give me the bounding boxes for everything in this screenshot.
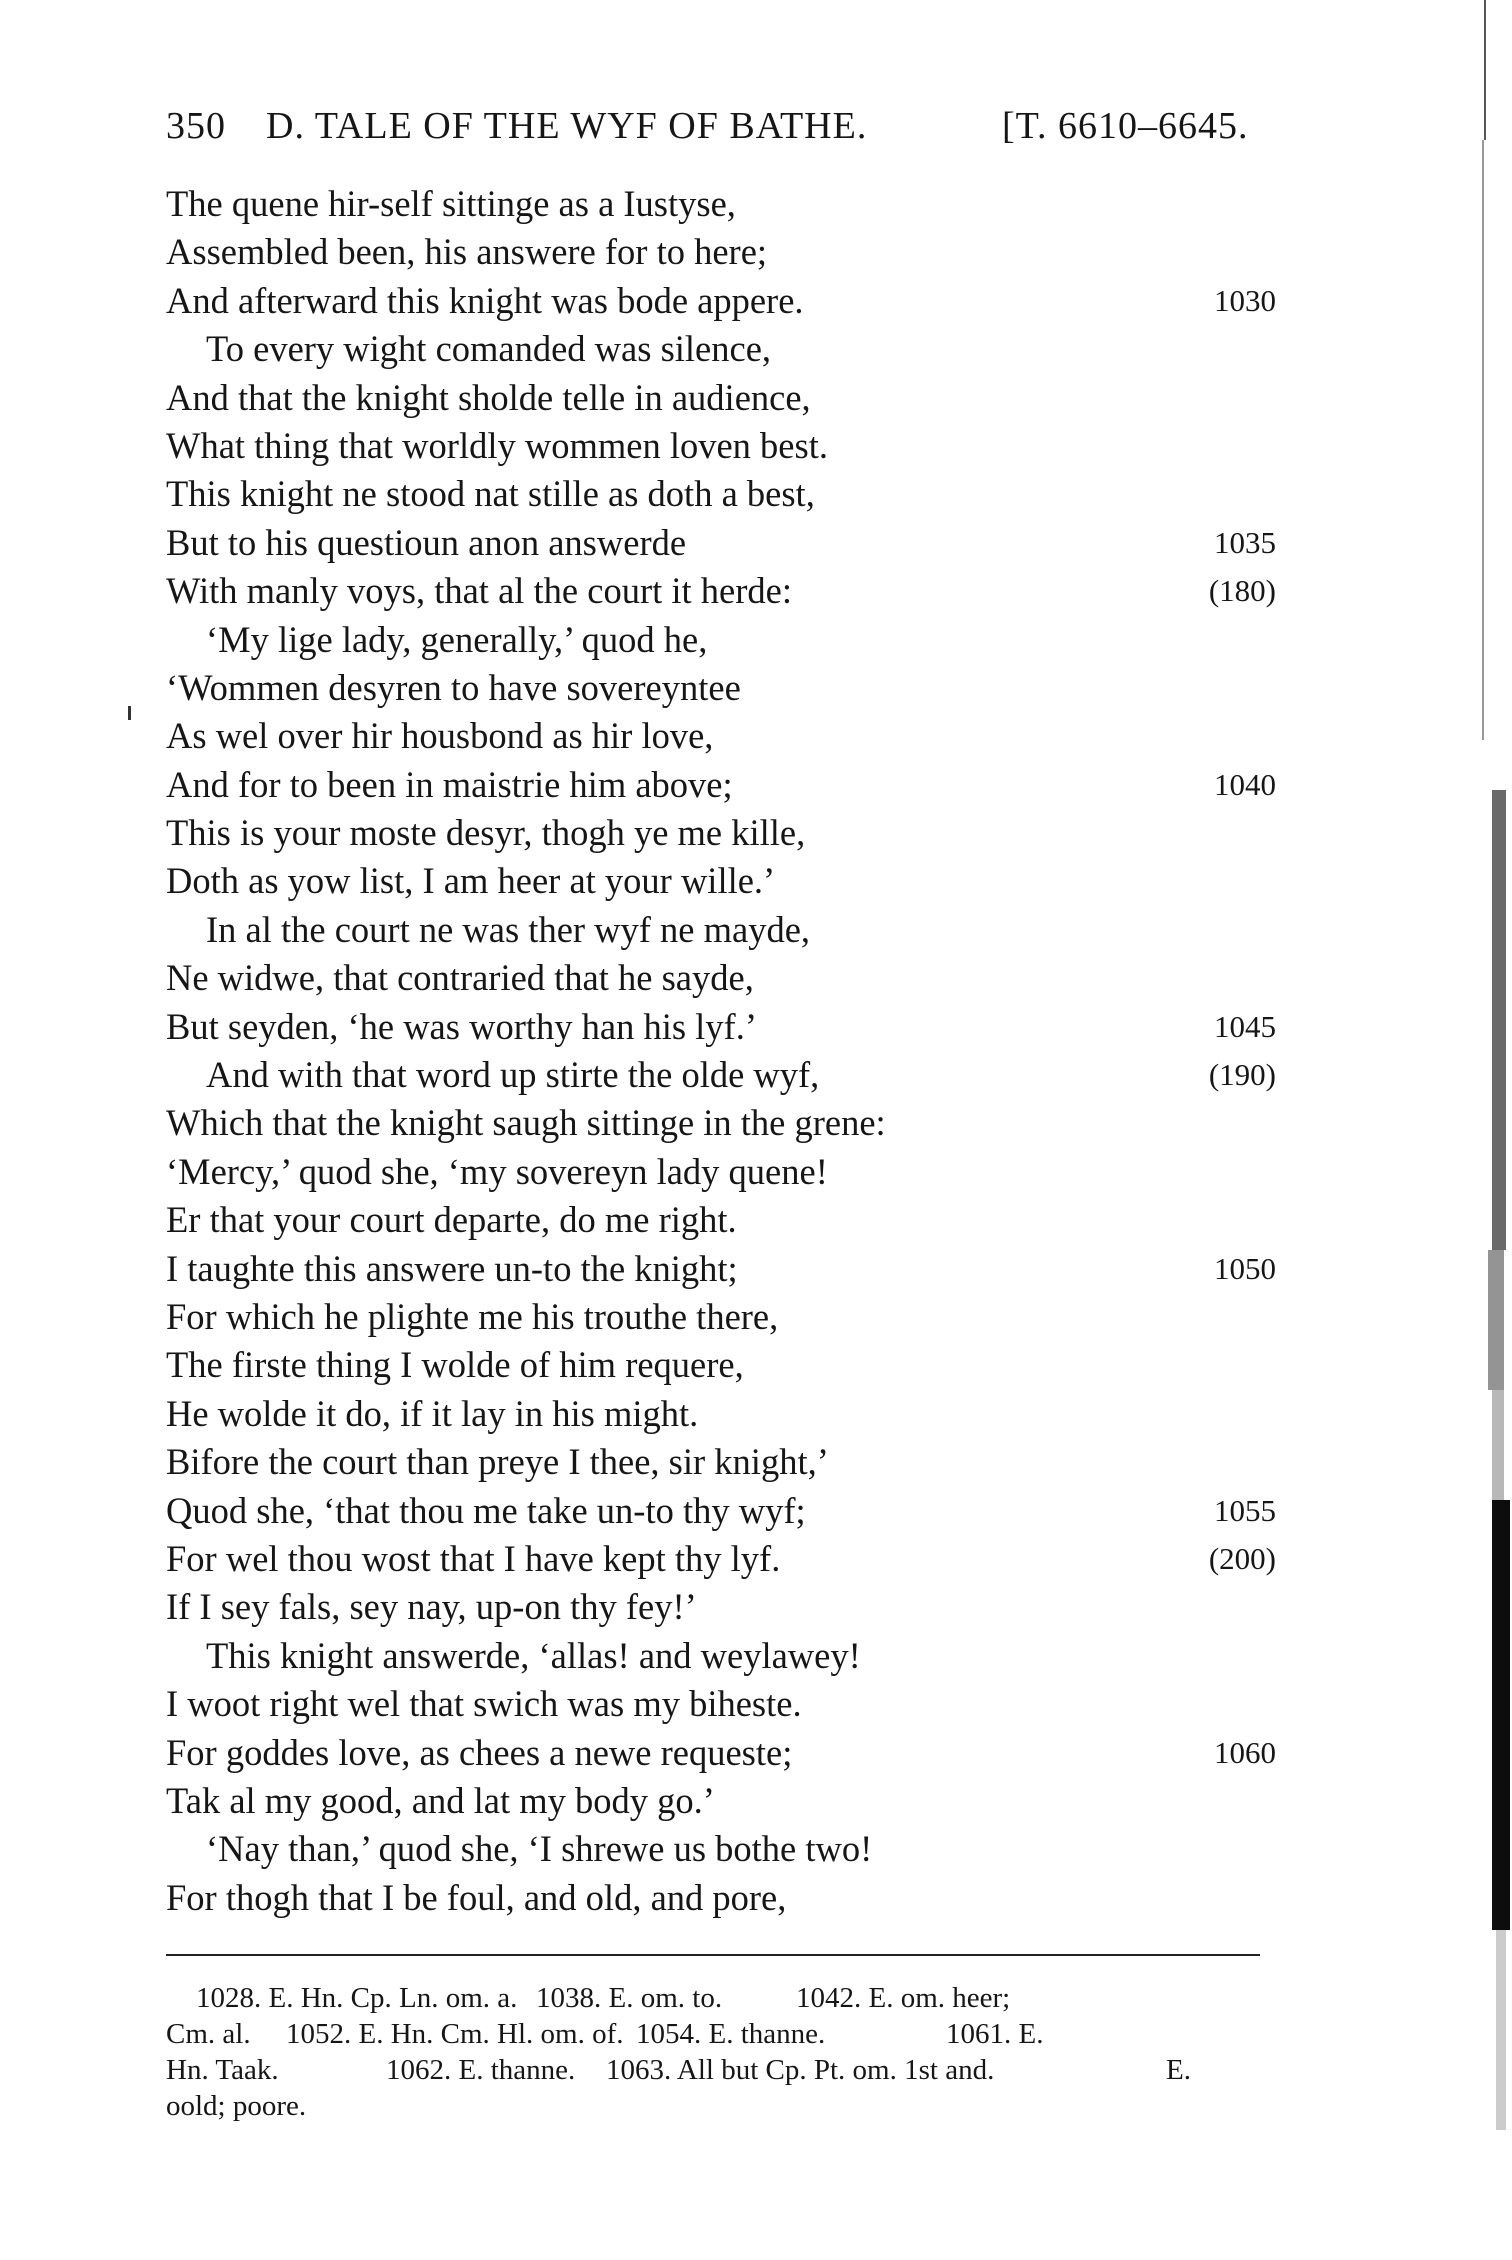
- verse-text: I woot right wel that swich was my biheste.: [166, 1683, 802, 1725]
- verse-line: [166, 1341, 1276, 1389]
- line-reference: [T. 6610–6645.: [1002, 105, 1249, 147]
- verse-text: Er that your court departe, do me right.: [166, 1199, 737, 1241]
- verse-text: I taughte this answere un-to the knight;: [166, 1247, 738, 1289]
- footnote-entry: 1063. All but Cp. Pt. om. 1st and.: [606, 2054, 995, 2086]
- line-number: 1045: [1214, 1008, 1276, 1044]
- verse-line: [166, 1825, 1276, 1873]
- line-number: 1035: [1214, 524, 1276, 560]
- verse-line: [166, 1148, 1276, 1196]
- verse-line: [166, 809, 1276, 857]
- verse-text: ‘My lige lady, generally,’ quod he,: [206, 618, 708, 660]
- footnote-entry: 1038. E. om. to.: [536, 1982, 723, 2014]
- verse-line: [166, 567, 1276, 615]
- verse-text: ‘Wommen desyren to have sovereyntee: [166, 666, 741, 708]
- verse-text: This is your moste desyr, thogh ye me kille,: [166, 812, 806, 854]
- verse-text: As wel over hir housbond as hir love,: [166, 715, 714, 757]
- verse-text: For thogh that I be foul, and old, and pore,: [166, 1876, 787, 1918]
- verse-line: [166, 954, 1276, 1002]
- verse-line: [166, 228, 1276, 276]
- line-number: 1030: [1214, 282, 1276, 318]
- footnote-line: [166, 2016, 1270, 2052]
- verse-text: For goddes love, as chees a newe requeste;: [166, 1731, 793, 1773]
- verse-line: [166, 712, 1276, 760]
- verse-line: [166, 1487, 1276, 1535]
- verse-text: With manly voys, that al the court it herde:: [166, 570, 792, 612]
- verse-line: [166, 1680, 1276, 1728]
- verse-line: [166, 1777, 1276, 1825]
- line-number: 1060: [1214, 1734, 1276, 1770]
- line-number: 1050: [1214, 1250, 1276, 1286]
- footnote-entry: Cm. al.: [166, 2018, 251, 2050]
- footnote-line: [166, 2088, 1270, 2124]
- verse-text: If I sey fals, sey nay, up-on thy fey!’: [166, 1586, 697, 1628]
- line-number: (190): [1208, 1057, 1276, 1093]
- line-number: 1040: [1214, 766, 1276, 802]
- verse-line: [166, 1099, 1276, 1147]
- footnote-entry: 1054. E. thanne.: [636, 2018, 826, 2050]
- verse-line: [166, 1632, 1276, 1680]
- verse-text: Doth as yow list, I am heer at your wille.’: [166, 860, 776, 902]
- verse-line: [166, 1293, 1276, 1341]
- verse-line: [166, 761, 1276, 809]
- verse-text: This knight answerde, ‘allas! and weylawey!: [206, 1634, 861, 1676]
- verse-line: [166, 906, 1276, 954]
- footnote-entry: E.: [1166, 2054, 1191, 2086]
- verse-text: But seyden, ‘he was worthy han his lyf.’: [166, 1005, 757, 1047]
- footnote-entry: 1052. E. Hn. Cm. Hl. om. of.: [286, 2018, 624, 2050]
- verse-line: [166, 325, 1276, 373]
- verse-line: [166, 277, 1276, 325]
- verse-text: And for to been in maistrie him above;: [166, 763, 733, 805]
- running-title: D. TALE OF THE WYF OF BATHE.: [266, 105, 868, 147]
- verse-text: Which that the knight saugh sittinge in the grene:: [166, 1102, 886, 1144]
- verse-text: Bifore the court than preye I thee, sir knight,’: [166, 1441, 829, 1483]
- verse-text: This knight ne stood nat stille as doth a best,: [166, 473, 815, 515]
- page-header: [166, 96, 1276, 156]
- line-number: 1055: [1214, 1492, 1276, 1528]
- verse-line: [166, 1003, 1276, 1051]
- footnote-entry: Hn. Taak.: [166, 2054, 279, 2086]
- verse-text: The firste thing I wolde of him requere,: [166, 1344, 744, 1386]
- page-number: 350: [166, 105, 226, 147]
- verse-text: For wel thou wost that I have kept thy lyf.: [166, 1537, 781, 1579]
- verse-text: ‘Mercy,’ quod she, ‘my sovereyn lady quene!: [166, 1150, 828, 1192]
- verse-text: And with that word up stirte the olde wyf,: [206, 1054, 820, 1096]
- verse-text: Ne widwe, that contraried that he sayde,: [166, 957, 754, 999]
- verse-line: [166, 1874, 1276, 1922]
- line-number: (180): [1208, 573, 1276, 609]
- verse-line: [166, 1390, 1276, 1438]
- footnote-entry: 1028. E. Hn. Cp. Ln. om. a.: [196, 1982, 518, 2014]
- verse-line: [166, 374, 1276, 422]
- verse-line: [166, 1583, 1276, 1631]
- verse-text: Assembled been, his answere for to here;: [166, 231, 768, 273]
- footnote-entry: 1061. E.: [946, 2018, 1044, 2050]
- verse-line: [166, 1245, 1276, 1293]
- verse-line: [166, 519, 1276, 567]
- verse-text: ‘Nay than,’ quod she, ‘I shrewe us bothe two!: [206, 1828, 873, 1870]
- verse-text: But to his questioun anon answerde: [166, 521, 687, 563]
- verse-line: [166, 857, 1276, 905]
- footnote-entry: 1062. E. thanne.: [386, 2054, 576, 2086]
- verse-line: [166, 1196, 1276, 1244]
- verse-line: [166, 470, 1276, 518]
- footnotes: [166, 1980, 1270, 2124]
- verse-text: And afterward this knight was bode appere.: [166, 279, 804, 321]
- verse-text: For which he plighte me his trouthe there,: [166, 1295, 779, 1337]
- footnote-line: [166, 1980, 1270, 2016]
- verse-line: [166, 1051, 1276, 1099]
- verse-body: [166, 180, 1276, 1922]
- verse-text: Quod she, ‘that thou me take un-to thy wyf;: [166, 1489, 806, 1531]
- footnote-divider: [166, 1954, 1260, 1956]
- footnote-entry: 1042. E. om. heer;: [796, 1982, 1011, 2014]
- verse-text: The quene hir-self sittinge as a Iustyse,: [166, 183, 736, 224]
- verse-text: And that the knight sholde telle in audience,: [166, 376, 811, 418]
- verse-line: [166, 180, 1276, 228]
- verse-line: [166, 616, 1276, 664]
- verse-text: To every wight comanded was silence,: [206, 328, 772, 370]
- scanned-page-edge: [1462, 0, 1512, 2260]
- scan-speck: [128, 706, 131, 720]
- verse-line: [166, 664, 1276, 712]
- verse-line: [166, 1729, 1276, 1777]
- verse-line: [166, 1438, 1276, 1486]
- footnote-line: [166, 2052, 1270, 2088]
- verse-text: Tak al my good, and lat my body go.’: [166, 1779, 715, 1821]
- verse-text: What thing that worldly wommen loven best.: [166, 424, 828, 466]
- line-number: (200): [1208, 1540, 1276, 1576]
- verse-line: [166, 1535, 1276, 1583]
- verse-line: [166, 422, 1276, 470]
- footnote-entry: oold; poore.: [166, 2090, 307, 2122]
- verse-text: In al the court ne was ther wyf ne mayde,: [206, 908, 811, 950]
- verse-text: He wolde it do, if it lay in his might.: [166, 1392, 699, 1434]
